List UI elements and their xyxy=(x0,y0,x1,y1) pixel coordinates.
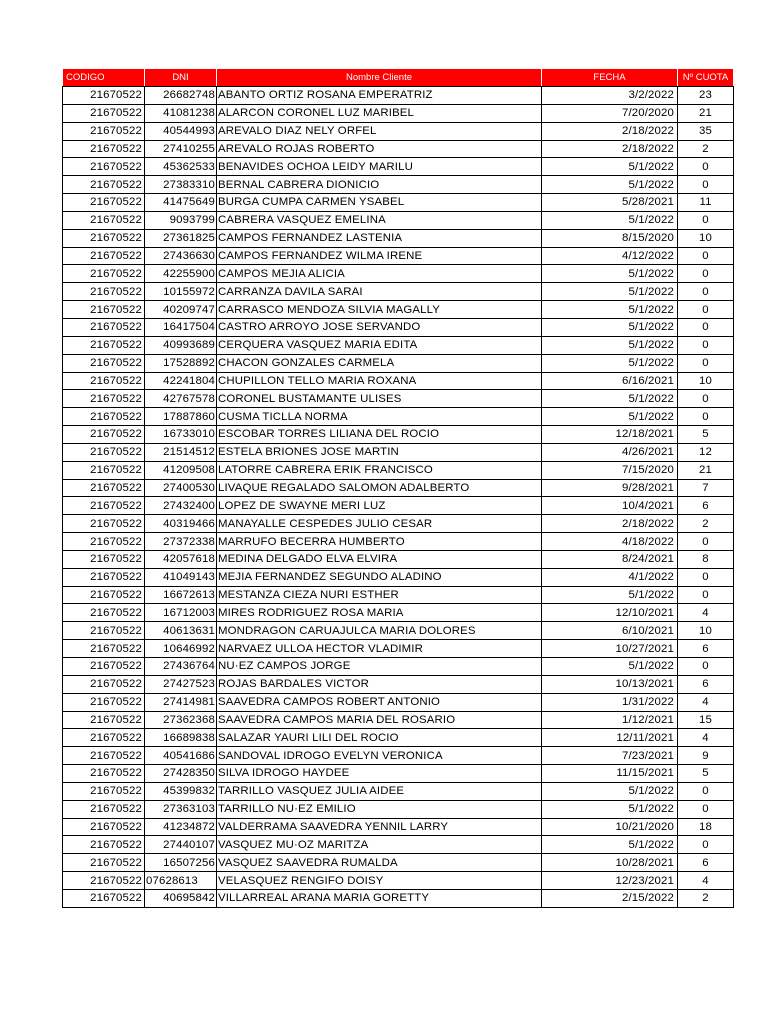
header-row xyxy=(63,69,734,87)
cell-nombre[interactable]: MIRES RODRIGUEZ ROSA MARIA xyxy=(217,604,542,622)
table-row xyxy=(63,854,734,872)
header-dni[interactable]: DNI xyxy=(145,69,217,87)
cell-fecha[interactable]: 5/1/2022 xyxy=(542,301,678,319)
client-table xyxy=(62,68,734,908)
table-row xyxy=(63,675,734,693)
cell-nombre[interactable]: LIVAQUE REGALADO SALOMON ADALBERTO xyxy=(217,479,542,497)
cell-codigo[interactable]: 21670522 xyxy=(63,693,145,711)
table-row xyxy=(63,176,734,194)
cell-dni[interactable]: 17887860 xyxy=(145,408,217,426)
cell-fecha[interactable]: 11/15/2021 xyxy=(542,765,678,783)
cell-cuota[interactable]: 0 xyxy=(678,800,734,818)
cell-fecha[interactable]: 7/15/2020 xyxy=(542,461,678,479)
cell-dni[interactable]: 41081238 xyxy=(145,104,217,122)
table-row xyxy=(63,765,734,783)
cell-fecha[interactable]: 12/11/2021 xyxy=(542,729,678,747)
table-row xyxy=(63,229,734,247)
cell-dni[interactable]: 40544993 xyxy=(145,122,217,140)
cell-fecha[interactable]: 3/2/2022 xyxy=(542,87,678,105)
cell-cuota[interactable]: 0 xyxy=(678,408,734,426)
table-row xyxy=(63,693,734,711)
cell-nombre[interactable]: ESCOBAR TORRES LILIANA DEL ROCIO xyxy=(217,426,542,444)
cell-codigo[interactable]: 21670522 xyxy=(63,336,145,354)
cell-nombre[interactable]: TARRILLO NU·EZ EMILIO xyxy=(217,800,542,818)
cell-fecha[interactable]: 2/18/2022 xyxy=(542,140,678,158)
cell-nombre[interactable]: VASQUEZ MU·OZ MARITZA xyxy=(217,836,542,854)
cell-dni[interactable]: 40319466 xyxy=(145,515,217,533)
cell-nombre[interactable]: VILLARREAL ARANA MARIA GORETTY xyxy=(217,889,542,907)
cell-nombre[interactable]: VASQUEZ SAAVEDRA RUMALDA xyxy=(217,854,542,872)
cell-fecha[interactable]: 4/1/2022 xyxy=(542,568,678,586)
cell-cuota[interactable]: 15 xyxy=(678,711,734,729)
cell-cuota[interactable]: 0 xyxy=(678,782,734,800)
cell-codigo[interactable]: 21670522 xyxy=(63,443,145,461)
cell-cuota[interactable]: 0 xyxy=(678,283,734,301)
table-row xyxy=(63,640,734,658)
cell-codigo[interactable]: 21670522 xyxy=(63,408,145,426)
cell-nombre[interactable]: CORONEL BUSTAMANTE ULISES xyxy=(217,390,542,408)
cell-nombre[interactable]: NARVAEZ ULLOA HECTOR VLADIMIR xyxy=(217,640,542,658)
table-row xyxy=(63,550,734,568)
cell-dni[interactable]: 21514512 xyxy=(145,443,217,461)
table-row xyxy=(63,782,734,800)
cell-fecha[interactable]: 5/1/2022 xyxy=(542,176,678,194)
cell-codigo[interactable]: 21670522 xyxy=(63,283,145,301)
cell-dni[interactable]: 27372338 xyxy=(145,533,217,551)
cell-cuota[interactable]: 18 xyxy=(678,818,734,836)
cell-dni[interactable]: 40695842 xyxy=(145,889,217,907)
cell-fecha[interactable]: 7/23/2021 xyxy=(542,747,678,765)
table-row xyxy=(63,497,734,515)
cell-dni[interactable]: 07628613 xyxy=(145,872,217,890)
cell-codigo[interactable]: 21670522 xyxy=(63,390,145,408)
table-row xyxy=(63,479,734,497)
cell-codigo[interactable]: 21670522 xyxy=(63,550,145,568)
cell-cuota[interactable]: 8 xyxy=(678,550,734,568)
cell-fecha[interactable]: 8/15/2020 xyxy=(542,229,678,247)
cell-cuota[interactable]: 6 xyxy=(678,497,734,515)
cell-nombre[interactable]: MEDINA DELGADO ELVA ELVIRA xyxy=(217,550,542,568)
table-row xyxy=(63,122,734,140)
cell-codigo[interactable]: 21670522 xyxy=(63,711,145,729)
cell-nombre[interactable]: CERQUERA VASQUEZ MARIA EDITA xyxy=(217,336,542,354)
header-codigo[interactable]: CODIGO xyxy=(63,69,145,87)
cell-dni[interactable]: 45399832 xyxy=(145,782,217,800)
cell-codigo[interactable]: 21670522 xyxy=(63,818,145,836)
cell-cuota[interactable]: 0 xyxy=(678,318,734,336)
cell-fecha[interactable]: 6/10/2021 xyxy=(542,622,678,640)
cell-nombre[interactable]: SALAZAR YAURI LILI DEL ROCIO xyxy=(217,729,542,747)
header-fecha[interactable]: FECHA xyxy=(542,69,678,87)
cell-fecha[interactable]: 5/1/2022 xyxy=(542,354,678,372)
cell-nombre[interactable]: MEJIA FERNANDEZ SEGUNDO ALADINO xyxy=(217,568,542,586)
cell-codigo[interactable]: 21670522 xyxy=(63,301,145,319)
table-body xyxy=(63,87,734,908)
cell-nombre[interactable]: SAAVEDRA CAMPOS ROBERT ANTONIO xyxy=(217,693,542,711)
cell-fecha[interactable]: 5/1/2022 xyxy=(542,800,678,818)
table-row xyxy=(63,283,734,301)
cell-nombre[interactable]: MANAYALLE CESPEDES JULIO CESAR xyxy=(217,515,542,533)
table-row xyxy=(63,818,734,836)
cell-fecha[interactable]: 7/20/2020 xyxy=(542,104,678,122)
cell-dni[interactable]: 27400530 xyxy=(145,479,217,497)
table-row xyxy=(63,354,734,372)
cell-codigo[interactable]: 21670522 xyxy=(63,104,145,122)
cell-fecha[interactable]: 2/18/2022 xyxy=(542,122,678,140)
cell-dni[interactable]: 16507256 xyxy=(145,854,217,872)
table-row xyxy=(63,711,734,729)
cell-cuota[interactable]: 11 xyxy=(678,194,734,212)
cell-dni[interactable]: 27410255 xyxy=(145,140,217,158)
table-row xyxy=(63,265,734,283)
cell-nombre[interactable]: ABANTO ORTIZ ROSANA EMPERATRIZ xyxy=(217,87,542,105)
cell-dni[interactable]: 42767578 xyxy=(145,390,217,408)
cell-cuota[interactable]: 4 xyxy=(678,693,734,711)
cell-cuota[interactable]: 0 xyxy=(678,301,734,319)
cell-nombre[interactable]: BERNAL CABRERA DIONICIO xyxy=(217,176,542,194)
cell-cuota[interactable]: 0 xyxy=(678,211,734,229)
cell-fecha[interactable]: 12/23/2021 xyxy=(542,872,678,890)
cell-cuota[interactable]: 10 xyxy=(678,622,734,640)
table-row xyxy=(63,568,734,586)
cell-dni[interactable]: 40993689 xyxy=(145,336,217,354)
cell-cuota[interactable]: 7 xyxy=(678,479,734,497)
cell-dni[interactable]: 16712003 xyxy=(145,604,217,622)
table-row xyxy=(63,658,734,676)
table-row xyxy=(63,461,734,479)
table-row xyxy=(63,836,734,854)
table-row xyxy=(63,158,734,176)
cell-fecha[interactable]: 5/1/2022 xyxy=(542,408,678,426)
table-row xyxy=(63,211,734,229)
cell-fecha[interactable]: 1/12/2021 xyxy=(542,711,678,729)
cell-codigo[interactable]: 21670522 xyxy=(63,122,145,140)
table-row xyxy=(63,604,734,622)
cell-cuota[interactable]: 9 xyxy=(678,747,734,765)
cell-dni[interactable]: 40541686 xyxy=(145,747,217,765)
cell-nombre[interactable]: AREVALO ROJAS ROBERTO xyxy=(217,140,542,158)
table-row xyxy=(63,729,734,747)
table-row xyxy=(63,336,734,354)
cell-fecha[interactable]: 5/1/2022 xyxy=(542,318,678,336)
cell-fecha[interactable]: 5/1/2022 xyxy=(542,390,678,408)
cell-dni[interactable]: 41475649 xyxy=(145,194,217,212)
cell-nombre[interactable]: ESTELA BRIONES JOSE MARTIN xyxy=(217,443,542,461)
cell-dni[interactable]: 27436764 xyxy=(145,658,217,676)
cell-cuota[interactable]: 6 xyxy=(678,640,734,658)
cell-codigo[interactable]: 21670522 xyxy=(63,872,145,890)
cell-dni[interactable]: 42057618 xyxy=(145,550,217,568)
cell-nombre[interactable]: NU·EZ CAMPOS JORGE xyxy=(217,658,542,676)
cell-cuota[interactable]: 0 xyxy=(678,354,734,372)
cell-codigo[interactable]: 21670522 xyxy=(63,426,145,444)
cell-dni[interactable]: 9093799 xyxy=(145,211,217,229)
cell-nombre[interactable]: VELASQUEZ RENGIFO DOISY xyxy=(217,872,542,890)
cell-dni[interactable]: 27414981 xyxy=(145,693,217,711)
cell-fecha[interactable]: 9/28/2021 xyxy=(542,479,678,497)
cell-fecha[interactable]: 12/10/2021 xyxy=(542,604,678,622)
cell-nombre[interactable]: VALDERRAMA SAAVEDRA YENNIL LARRY xyxy=(217,818,542,836)
cell-dni[interactable]: 42241804 xyxy=(145,372,217,390)
cell-codigo[interactable]: 21670522 xyxy=(63,586,145,604)
cell-fecha[interactable]: 5/1/2022 xyxy=(542,836,678,854)
cell-codigo[interactable]: 21670522 xyxy=(63,372,145,390)
cell-nombre[interactable]: MONDRAGON CARUAJULCA MARIA DOLORES xyxy=(217,622,542,640)
cell-dni[interactable]: 27440107 xyxy=(145,836,217,854)
cell-fecha[interactable]: 5/1/2022 xyxy=(542,265,678,283)
cell-codigo[interactable]: 21670522 xyxy=(63,497,145,515)
table-row xyxy=(63,889,734,907)
cell-nombre[interactable]: CARRASCO MENDOZA SILVIA MAGALLY xyxy=(217,301,542,319)
cell-dni[interactable]: 16417504 xyxy=(145,318,217,336)
cell-fecha[interactable]: 5/1/2022 xyxy=(542,211,678,229)
cell-dni[interactable]: 27383310 xyxy=(145,176,217,194)
cell-codigo[interactable]: 21670522 xyxy=(63,461,145,479)
cell-dni[interactable]: 40209747 xyxy=(145,301,217,319)
cell-codigo[interactable]: 21670522 xyxy=(63,318,145,336)
cell-codigo[interactable]: 21670522 xyxy=(63,211,145,229)
table-row xyxy=(63,247,734,265)
cell-fecha[interactable]: 4/18/2022 xyxy=(542,533,678,551)
cell-dni[interactable]: 17528892 xyxy=(145,354,217,372)
table-row xyxy=(63,800,734,818)
cell-fecha[interactable]: 10/13/2021 xyxy=(542,675,678,693)
cell-codigo[interactable]: 21670522 xyxy=(63,176,145,194)
cell-cuota[interactable]: 0 xyxy=(678,568,734,586)
table-row xyxy=(63,443,734,461)
cell-codigo[interactable]: 21670522 xyxy=(63,354,145,372)
cell-nombre[interactable]: MARRUFO BECERRA HUMBERTO xyxy=(217,533,542,551)
table-row xyxy=(63,586,734,604)
cell-codigo[interactable]: 21670522 xyxy=(63,158,145,176)
cell-fecha[interactable]: 4/12/2022 xyxy=(542,247,678,265)
cell-fecha[interactable]: 10/4/2021 xyxy=(542,497,678,515)
cell-cuota[interactable]: 12 xyxy=(678,443,734,461)
cell-nombre[interactable]: CHUPILLON TELLO MARIA ROXANA xyxy=(217,372,542,390)
cell-codigo[interactable]: 21670522 xyxy=(63,533,145,551)
cell-codigo[interactable]: 21670522 xyxy=(63,889,145,907)
cell-nombre[interactable]: BURGA CUMPA CARMEN YSABEL xyxy=(217,194,542,212)
cell-fecha[interactable]: 5/1/2022 xyxy=(542,336,678,354)
cell-codigo[interactable]: 21670522 xyxy=(63,604,145,622)
cell-fecha[interactable]: 5/1/2022 xyxy=(542,283,678,301)
cell-dni[interactable]: 27436630 xyxy=(145,247,217,265)
cell-dni[interactable]: 10646992 xyxy=(145,640,217,658)
cell-cuota[interactable]: 0 xyxy=(678,390,734,408)
cell-dni[interactable]: 42255900 xyxy=(145,265,217,283)
cell-fecha[interactable]: 8/24/2021 xyxy=(542,550,678,568)
cell-cuota[interactable]: 0 xyxy=(678,586,734,604)
cell-cuota[interactable]: 0 xyxy=(678,158,734,176)
cell-cuota[interactable]: 10 xyxy=(678,372,734,390)
cell-fecha[interactable]: 4/26/2021 xyxy=(542,443,678,461)
cell-fecha[interactable]: 6/16/2021 xyxy=(542,372,678,390)
cell-codigo[interactable]: 21670522 xyxy=(63,247,145,265)
cell-cuota[interactable]: 35 xyxy=(678,122,734,140)
cell-codigo[interactable]: 21670522 xyxy=(63,479,145,497)
cell-fecha[interactable]: 10/27/2021 xyxy=(542,640,678,658)
table-row xyxy=(63,622,734,640)
cell-codigo[interactable]: 21670522 xyxy=(63,87,145,105)
cell-fecha[interactable]: 5/1/2022 xyxy=(542,158,678,176)
table-row xyxy=(63,390,734,408)
cell-dni[interactable]: 41234872 xyxy=(145,818,217,836)
cell-cuota[interactable]: 21 xyxy=(678,461,734,479)
cell-cuota[interactable]: 2 xyxy=(678,515,734,533)
cell-cuota[interactable]: 10 xyxy=(678,229,734,247)
cell-cuota[interactable]: 6 xyxy=(678,854,734,872)
cell-nombre[interactable]: TARRILLO VASQUEZ JULIA AIDEE xyxy=(217,782,542,800)
cell-cuota[interactable]: 0 xyxy=(678,247,734,265)
cell-codigo[interactable]: 21670522 xyxy=(63,658,145,676)
table-row xyxy=(63,301,734,319)
cell-nombre[interactable]: CAMPOS FERNANDEZ LASTENIA xyxy=(217,229,542,247)
cell-fecha[interactable]: 2/15/2022 xyxy=(542,889,678,907)
cell-codigo[interactable]: 21670522 xyxy=(63,229,145,247)
header-cuota[interactable]: Nº CUOTA xyxy=(678,69,734,87)
cell-dni[interactable]: 27362368 xyxy=(145,711,217,729)
table-row xyxy=(63,426,734,444)
cell-codigo[interactable]: 21670522 xyxy=(63,729,145,747)
table-row xyxy=(63,140,734,158)
cell-codigo[interactable]: 21670522 xyxy=(63,675,145,693)
cell-dni[interactable]: 27363103 xyxy=(145,800,217,818)
table-row xyxy=(63,408,734,426)
cell-cuota[interactable]: 21 xyxy=(678,104,734,122)
cell-dni[interactable]: 27427523 xyxy=(145,675,217,693)
cell-dni[interactable]: 41049143 xyxy=(145,568,217,586)
cell-nombre[interactable]: CASTRO ARROYO JOSE SERVANDO xyxy=(217,318,542,336)
cell-nombre[interactable]: MESTANZA CIEZA NURI ESTHER xyxy=(217,586,542,604)
cell-codigo[interactable]: 21670522 xyxy=(63,765,145,783)
cell-nombre[interactable]: SILVA IDROGO HAYDEE xyxy=(217,765,542,783)
cell-nombre[interactable]: LOPEZ DE SWAYNE MERI LUZ xyxy=(217,497,542,515)
cell-codigo[interactable]: 21670522 xyxy=(63,836,145,854)
cell-codigo[interactable]: 21670522 xyxy=(63,622,145,640)
cell-codigo[interactable]: 21670522 xyxy=(63,854,145,872)
cell-cuota[interactable]: 5 xyxy=(678,765,734,783)
cell-fecha[interactable]: 10/21/2020 xyxy=(542,818,678,836)
table-row xyxy=(63,872,734,890)
cell-dni[interactable]: 27361825 xyxy=(145,229,217,247)
cell-cuota[interactable]: 0 xyxy=(678,836,734,854)
cell-nombre[interactable]: BENAVIDES OCHOA LEIDY MARILU xyxy=(217,158,542,176)
table-row xyxy=(63,515,734,533)
cell-nombre[interactable]: CHACON GONZALES CARMELA xyxy=(217,354,542,372)
cell-codigo[interactable]: 21670522 xyxy=(63,800,145,818)
cell-nombre[interactable]: CARRANZA DAVILA SARAI xyxy=(217,283,542,301)
cell-dni[interactable]: 41209508 xyxy=(145,461,217,479)
table-row xyxy=(63,533,734,551)
table-row xyxy=(63,372,734,390)
cell-cuota[interactable]: 0 xyxy=(678,265,734,283)
cell-fecha[interactable]: 10/28/2021 xyxy=(542,854,678,872)
cell-fecha[interactable]: 5/1/2022 xyxy=(542,782,678,800)
cell-cuota[interactable]: 0 xyxy=(678,336,734,354)
cell-nombre[interactable]: CAMPOS MEJIA ALICIA xyxy=(217,265,542,283)
cell-fecha[interactable]: 1/31/2022 xyxy=(542,693,678,711)
cell-codigo[interactable]: 21670522 xyxy=(63,568,145,586)
cell-codigo[interactable]: 21670522 xyxy=(63,265,145,283)
cell-codigo[interactable]: 21670522 xyxy=(63,640,145,658)
cell-nombre[interactable]: CABRERA VASQUEZ EMELINA xyxy=(217,211,542,229)
cell-nombre[interactable]: ROJAS BARDALES VICTOR xyxy=(217,675,542,693)
cell-nombre[interactable]: CUSMA TICLLA NORMA xyxy=(217,408,542,426)
cell-dni[interactable]: 26682748 xyxy=(145,87,217,105)
cell-dni[interactable]: 16689838 xyxy=(145,729,217,747)
cell-nombre[interactable]: CAMPOS FERNANDEZ WILMA IRENE xyxy=(217,247,542,265)
table-row xyxy=(63,194,734,212)
cell-dni[interactable]: 27432400 xyxy=(145,497,217,515)
cell-dni[interactable]: 45362533 xyxy=(145,158,217,176)
cell-fecha[interactable]: 2/18/2022 xyxy=(542,515,678,533)
cell-codigo[interactable]: 21670522 xyxy=(63,194,145,212)
cell-dni[interactable]: 10155972 xyxy=(145,283,217,301)
cell-fecha[interactable]: 12/18/2021 xyxy=(542,426,678,444)
cell-dni[interactable]: 16733010 xyxy=(145,426,217,444)
cell-nombre[interactable]: ALARCON CORONEL LUZ MARIBEL xyxy=(217,104,542,122)
cell-nombre[interactable]: SAAVEDRA CAMPOS MARIA DEL ROSARIO xyxy=(217,711,542,729)
cell-fecha[interactable]: 5/1/2022 xyxy=(542,658,678,676)
cell-nombre[interactable]: LATORRE CABRERA ERIK FRANCISCO xyxy=(217,461,542,479)
cell-codigo[interactable]: 21670522 xyxy=(63,782,145,800)
cell-dni[interactable]: 40613631 xyxy=(145,622,217,640)
cell-cuota[interactable]: 4 xyxy=(678,604,734,622)
cell-cuota[interactable]: 2 xyxy=(678,889,734,907)
cell-dni[interactable]: 27428350 xyxy=(145,765,217,783)
cell-cuota[interactable]: 2 xyxy=(678,140,734,158)
cell-cuota[interactable]: 0 xyxy=(678,176,734,194)
cell-cuota[interactable]: 4 xyxy=(678,872,734,890)
cell-nombre[interactable]: SANDOVAL IDROGO EVELYN VERONICA xyxy=(217,747,542,765)
cell-fecha[interactable]: 5/1/2022 xyxy=(542,586,678,604)
table-row xyxy=(63,87,734,105)
cell-cuota[interactable]: 23 xyxy=(678,87,734,105)
table-row xyxy=(63,318,734,336)
cell-dni[interactable]: 16672613 xyxy=(145,586,217,604)
cell-fecha[interactable]: 5/28/2021 xyxy=(542,194,678,212)
table-row xyxy=(63,104,734,122)
cell-cuota[interactable]: 6 xyxy=(678,675,734,693)
cell-cuota[interactable]: 0 xyxy=(678,658,734,676)
cell-codigo[interactable]: 21670522 xyxy=(63,140,145,158)
table-row xyxy=(63,747,734,765)
cell-nombre[interactable]: AREVALO DIAZ NELY ORFEL xyxy=(217,122,542,140)
cell-cuota[interactable]: 0 xyxy=(678,533,734,551)
cell-cuota[interactable]: 4 xyxy=(678,729,734,747)
cell-codigo[interactable]: 21670522 xyxy=(63,515,145,533)
header-nombre[interactable]: Nombre Cliente xyxy=(217,69,542,87)
cell-cuota[interactable]: 5 xyxy=(678,426,734,444)
cell-codigo[interactable]: 21670522 xyxy=(63,747,145,765)
